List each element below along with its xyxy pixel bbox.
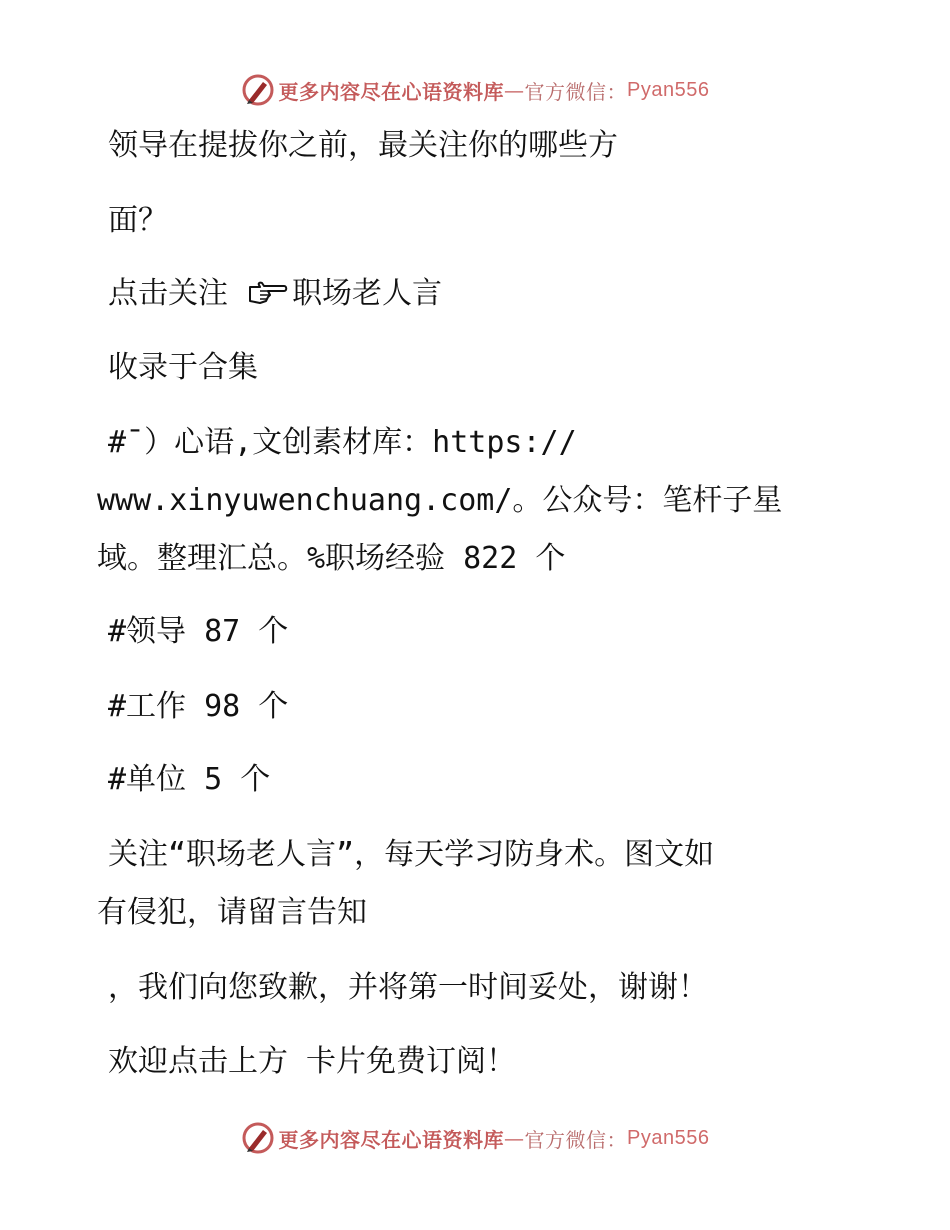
collection-note-line-2: www.xinyuwenchuang.com/。公众号：笔杆子星 [97,483,783,518]
footer-watermark [0,1118,950,1158]
tag-unit[interactable]: #单位 5 个 [108,762,271,797]
follow-account-link[interactable]: 职场老人言 [292,276,443,311]
title-line-2: 面？ [108,203,168,238]
follow-line [108,276,442,312]
watermark-label: 官方微信： [524,1127,628,1152]
watermark-account: Pyan556 [627,1126,710,1149]
pointing-hand-icon [246,277,288,307]
title-line-1: 领导在提拔你之前，最关注你的哪些方 [108,128,618,163]
watermark-account: Pyan556 [627,78,710,101]
pen-logo-icon [241,1121,275,1155]
watermark-dash: — [504,1126,525,1150]
collection-note-line-3: 域。整理汇总。%职场经验 822 个 [97,541,566,576]
header-watermark [0,70,950,110]
subscribe-line: 欢迎点击上方 卡片免费订阅！ [108,1044,517,1079]
follow-prefix: 点击关注 [108,276,247,311]
collection-label: 收录于合集 [108,350,258,385]
watermark-label: 官方微信： [524,79,628,104]
collection-note-line-1: #¯）心语,文创素材库：https:// [108,425,577,460]
tag-leader[interactable]: #领导 87 个 [108,614,289,649]
notice-line-3: ，我们向您致歉，并将第一时间妥处，谢谢！ [108,970,708,1005]
tag-work[interactable]: #工作 98 个 [108,689,289,724]
watermark-text: 更多内容尽在心语资料库 [278,1127,505,1152]
watermark-text: 更多内容尽在心语资料库 [278,79,505,104]
notice-line-1: 关注“职场老人言”，每天学习防身术。图文如 [108,837,715,872]
pen-logo-icon [241,73,275,107]
notice-line-2: 有侵犯，请留言告知 [97,895,367,930]
watermark-dash: — [504,78,525,102]
